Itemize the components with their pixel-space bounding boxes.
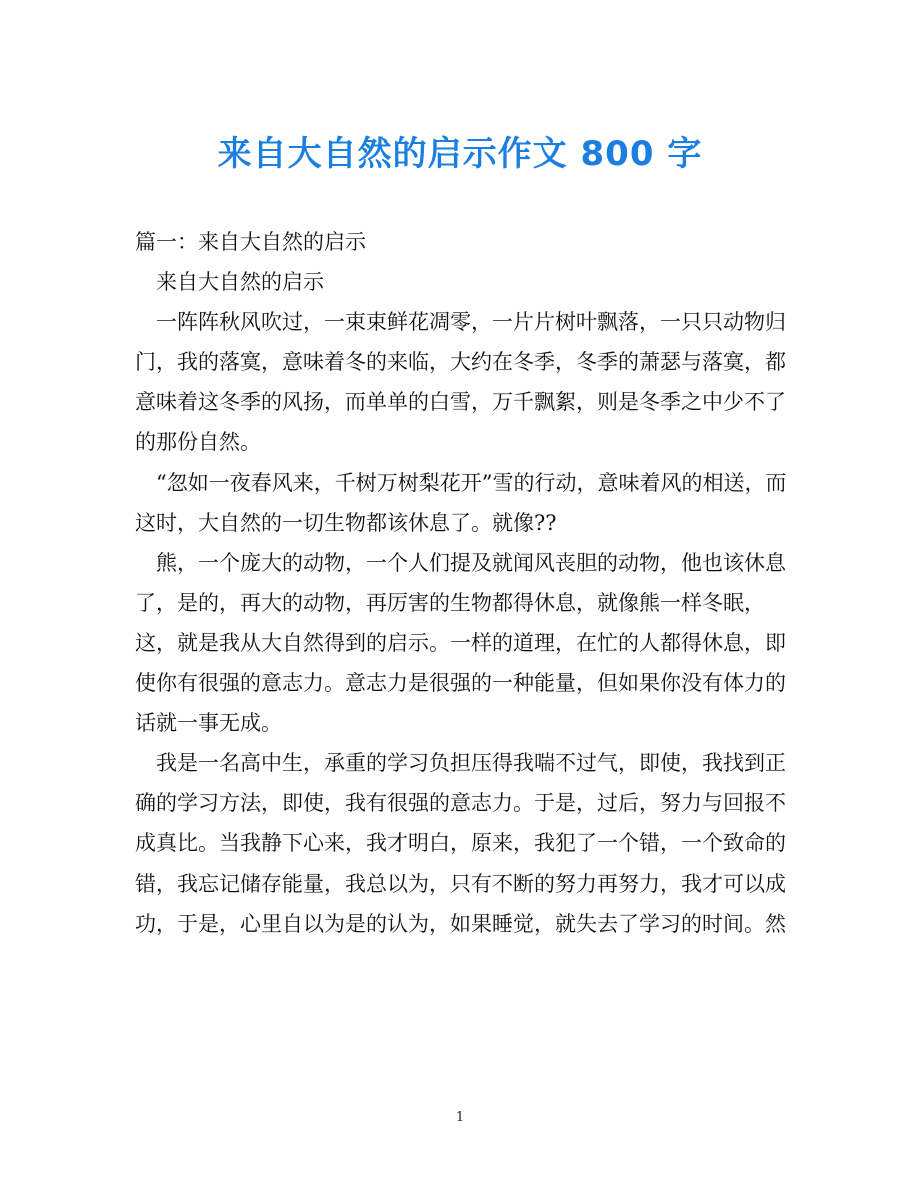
body-paragraph: 我是一名高中生，承重的学习负担压得我喘不过气，即使，我找到正确的学习方法，即使，我有很强的意志力。于是，过后，努力与回报不成真比。当我静下心来，我才明白，原来，我犯了一个错，一个致命的错，我忘记储存能量，我总以为，只有不断的努力再努力，我才可以成功，于是，心里自以为是的认为，如果睡觉，就失去了学习的时间。然 bbox=[135, 751, 786, 936]
body-paragraph: 一阵阵秋风吹过，一束束鲜花凋零，一片片树叶飘落，一只只动物归门，我的落寞，意味着冬的来临，大约在冬季，冬季的萧瑟与落寞，都意味着这冬季的风扬，而单单的白雪，万千飘絮，则是冬季之中少不了的那份自然。 bbox=[135, 310, 786, 455]
body-paragraph: “忽如一夜春风来，千树万树梨花开”雪的行动，意味着风的相送，而这时，大自然的一切生物都该休息了。就像?? bbox=[135, 470, 787, 535]
document-title: 来自大自然的启示作文 800 字 bbox=[217, 134, 703, 174]
page-number: 1 bbox=[455, 1110, 465, 1125]
body-paragraph: 熊，一个庞大的动物，一个人们提及就闻风丧胆的动物，他也该休息了，是的，再大的动物，再厉害的生物都得休息，就像熊一样冬眠，这，就是我从大自然得到的启示。一样的道理，在忙的人都得休息，即使你有很强的意志力。意志力是很强的一种能量，但如果你没有体力的话就一事无成。 bbox=[135, 550, 786, 736]
article-subtitle: 来自大自然的启示 bbox=[156, 270, 324, 295]
section-heading: 篇一：来自大自然的启示 bbox=[135, 230, 366, 254]
document-body bbox=[135, 222, 789, 944]
